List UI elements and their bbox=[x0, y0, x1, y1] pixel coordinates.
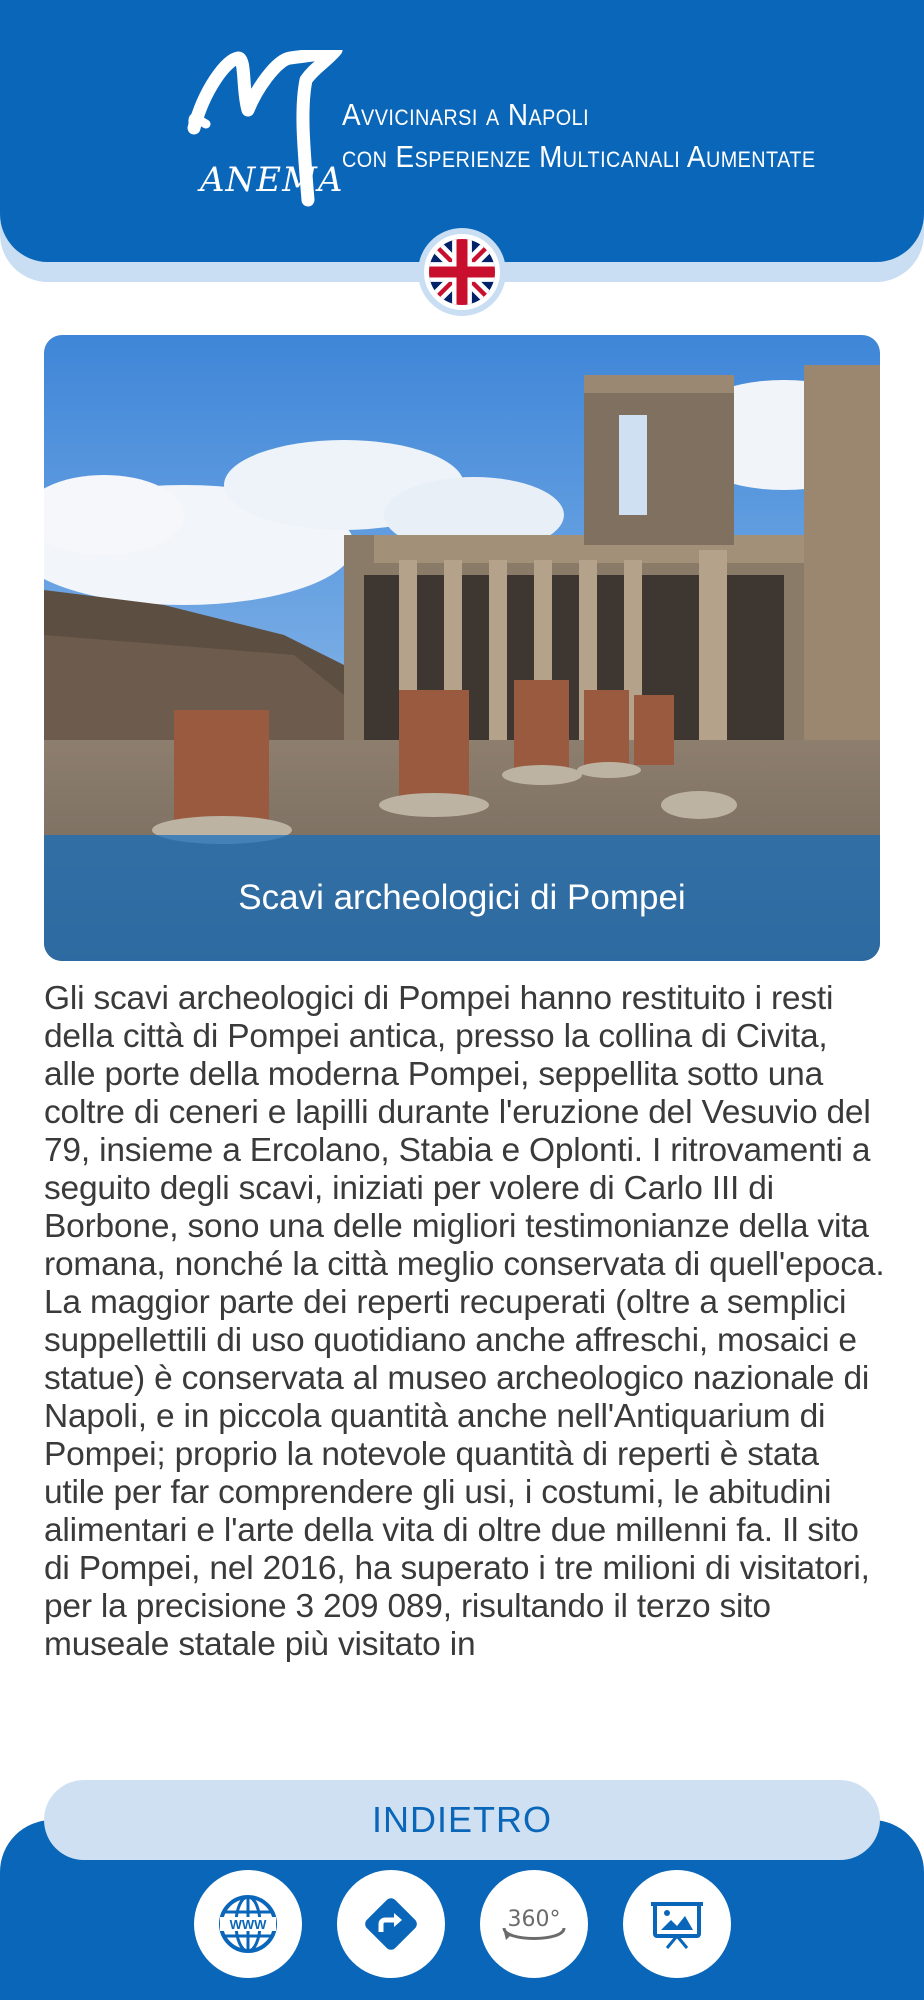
website-button[interactable] bbox=[194, 1870, 302, 1978]
uk-flag-icon[interactable] bbox=[424, 234, 500, 310]
header-title-line2: con Esperienze Multicanali Aumentate bbox=[342, 139, 816, 174]
header-title-line1: Avvicinarsi a Napoli bbox=[342, 97, 590, 132]
directions-icon bbox=[359, 1892, 423, 1956]
place-description: Gli scavi archeologici di Pompei hanno restituito i resti della città di Pompei antica, presso la collina di Civita, alle porte della moderna Pompei, seppellita sotto una coltre di ceneri e lapilli durante l'eruzione del Vesuvio del 79, insieme a Ercolano, Stabia e Oplonti. I ritrovamenti a seguito degli scavi, iniziati per volere di Carlo III di Borbone, sono una delle migliori testimonianze della vita romana, nonché la città meglio conservata di quell'epoca. La maggior parte dei reperti recuperati (oltre a semplici suppellettili di uso quotidiano anche affreschi, mosaici e statue) è conservata al museo archeologico nazionale di Napoli, e in piccola quantità anche nell'Antiquarium di Pompei; proprio la notevole quantità di reperti è stata utile per far comprendere gli usi, i costumi, le abitudini alimentari e l'arte della vita di oltre due millenni fa. Il sito di Pompei, nel 2016, ha superato i tre milioni di visitatori, per la precisione 3 209 089, risultando il terzo sito museale statale più visitato in bbox=[44, 980, 885, 1663]
gallery-icon bbox=[645, 1892, 709, 1956]
www-globe-icon bbox=[216, 1892, 280, 1956]
view-360-label: 360° bbox=[507, 1907, 561, 1932]
hero-image[interactable] bbox=[44, 335, 880, 961]
back-button[interactable]: INDIETRO bbox=[44, 1780, 880, 1860]
hero-caption: Scavi archeologici di Pompei bbox=[44, 835, 880, 961]
logo-text: ANEMA bbox=[200, 160, 344, 200]
directions-button[interactable] bbox=[337, 1870, 445, 1978]
svg-text:WWW: WWW bbox=[229, 1917, 267, 1932]
view-360-button[interactable] bbox=[480, 1870, 588, 1978]
gallery-button[interactable] bbox=[623, 1870, 731, 1978]
app-header bbox=[0, 0, 924, 262]
view-360-icon bbox=[496, 1892, 572, 1956]
header-title bbox=[342, 94, 816, 178]
